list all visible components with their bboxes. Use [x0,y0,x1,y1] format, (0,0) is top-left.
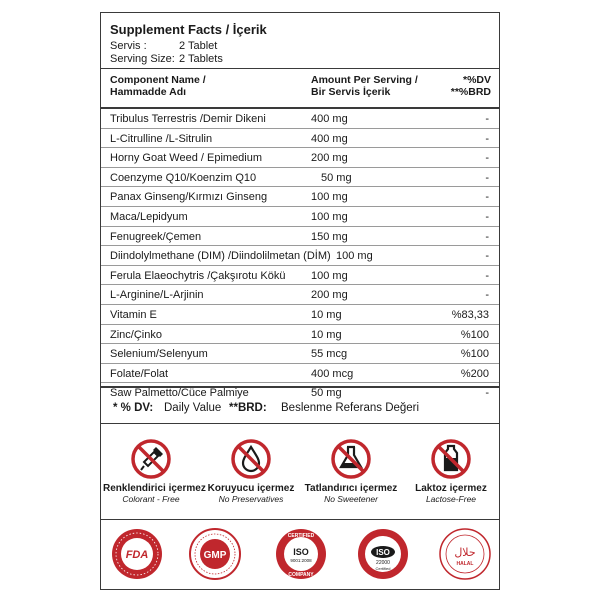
ingredient-name: Panax Ginseng/Kırmızı Ginseng [110,191,268,204]
serving-size-label: Serving Size: [110,53,175,65]
ingredient-name: Coenzyme Q10/Koenzim Q10 [110,171,257,184]
iso-bottom-label: COMPANY [288,572,314,578]
iso-9001-seal-icon [275,528,327,580]
ingredient-amount: 400 mcg [311,367,354,380]
column-headers [101,68,499,109]
free-from-tr: Tatlandırıcı içermez [304,483,398,494]
iso-bottom-label: Certified [375,566,391,571]
ingredient-dv: - [485,250,489,263]
brd-key: **BRD: [229,402,267,414]
ingredient-dv: - [485,210,489,223]
supplement-facts-panel [100,12,500,590]
preservative-free-badge [203,438,299,504]
table-row [101,285,499,305]
iso-top-label: CERTIFIED [287,533,315,539]
serving-size-value: 2 Tablets [179,53,223,65]
amount-header-line-2: Bir Servis İçerik [311,86,391,98]
ingredient-dv: - [485,132,489,145]
bottle-crossed-icon [430,438,472,480]
dv-key: * % DV: [113,402,154,414]
ingredient-dv: - [485,113,489,125]
serving-size-line [110,53,223,65]
ingredient-name: Horny Goat Weed / Epimedium [110,152,263,165]
free-from-tr: Renklendirici içermez [103,483,206,494]
halal-label: HALAL [456,561,474,567]
servis-label: Servis : [110,40,147,52]
panel-header [101,13,499,69]
ingredient-name: Saw Palmetto/Cüce Palmiye [110,387,249,400]
dv-text: Daily Value [164,402,222,414]
table-row [101,246,499,266]
ingredient-amount: 50 mg [311,387,342,400]
fda-label: FDA [125,549,149,561]
iso-label: ISO [293,547,309,557]
ingredient-dv: - [485,171,489,184]
table-row [101,227,499,247]
gmp-label: GMP [203,550,227,561]
component-header-line-2: Hammadde Adı [110,86,187,98]
ingredient-amount: 50 mg [321,171,352,184]
free-from-en: No Preservatives [218,494,284,504]
dv-header-line-1: *%DV [462,74,491,86]
ingredient-dv: - [485,152,489,165]
ingredient-name: Diindolylmethane (DIM) /Diindolilmetan (DİM) [110,250,331,263]
sweetener-free-badge [303,438,399,504]
ingredient-amount: 200 mg [311,152,348,165]
ingredient-dv: - [485,191,489,204]
ingredient-name: Ferula Elaeochytris /Çakşırotu Kökü [110,269,286,282]
table-row [101,129,499,149]
ingredient-dv: %200 [460,367,489,380]
table-row [101,266,499,286]
colorant-free-badge [103,438,206,504]
ingredient-name: Maca/Lepidyum [110,210,188,223]
servis-line [110,40,218,52]
ingredient-dv: %83,33 [451,308,489,321]
ingredient-amount: 100 mg [311,269,348,282]
table-row [101,207,499,227]
ingredient-amount: 400 mg [311,132,348,145]
ingredient-name: L-Citrulline /L-Sitrulin [110,132,213,145]
amount-header [311,74,418,98]
table-row [101,187,499,207]
ingredient-name: Vitamin E [110,308,157,321]
dv-header-line-2: **%BRD [450,86,491,98]
table-row [101,325,499,345]
table-row [101,148,499,168]
legend [101,386,499,424]
iso-sub-label: 22000 [376,560,390,566]
fda-seal-icon [111,528,163,580]
ingredient-amount: 100 mg [336,250,373,263]
brd-text: Beslenme Referans Değeri [281,402,420,414]
panel-title: Supplement Facts / İçerik [110,22,267,37]
table-row [101,344,499,364]
ingredient-amount: 10 mg [311,308,342,321]
ingredient-name: Zinc/Çinko [110,328,162,341]
table-row [101,364,499,384]
free-from-tr: Koruyucu içermez [207,483,295,494]
ingredient-dv: - [485,289,489,302]
ingredient-dv: - [485,230,489,243]
ingredient-name: Tribulus Terrestris /Demir Dikeni [110,113,266,125]
ingredient-name: Fenugreek/Çemen [110,230,202,243]
drop-crossed-icon [230,438,272,480]
ingredient-dv: %100 [460,348,489,361]
ingredient-name: L-Arginine/L-Arjinin [110,289,204,302]
amount-header-line-1: Amount Per Serving / [311,74,418,86]
ingredient-amount: 200 mg [311,289,348,302]
component-header [110,74,206,98]
flask-crossed-icon [330,438,372,480]
ingredient-amount: 400 mg [311,113,348,125]
iso-sub-label: 9001:2008 [290,558,312,563]
dv-header [451,74,491,98]
table-row [101,109,499,129]
iso-label: ISO [376,548,390,557]
halal-seal-icon [439,528,491,580]
certification-seals [101,519,499,591]
table-row [101,305,499,325]
ingredient-name: Folate/Folat [110,367,169,380]
table-row [101,168,499,188]
halal-arabic-label: حلال [454,546,476,559]
free-from-en: Colorant - Free [122,494,180,504]
free-from-icons [101,424,499,520]
lactose-free-badge [403,438,499,504]
ingredient-amount: 10 mg [311,328,342,341]
ingredient-name: Selenium/Selenyum [110,348,208,361]
ingredient-amount: 150 mg [311,230,348,243]
servis-value: 2 Tablet [179,40,218,52]
gmp-seal-icon [189,528,241,580]
ingredient-amount: 100 mg [311,191,348,204]
ingredient-amount: 100 mg [311,210,348,223]
ingredient-table [101,109,499,403]
ingredient-dv: %100 [460,328,489,341]
free-from-en: Lactose-Free [425,494,477,504]
dropper-crossed-icon [130,438,172,480]
iso-22000-seal-icon [357,528,409,580]
component-header-line-1: Component Name / [110,74,206,86]
free-from-en: No Sweetener [324,494,378,504]
ingredient-amount: 55 mcg [311,348,348,361]
ingredient-dv: - [485,269,489,282]
free-from-tr: Laktoz içermez [415,483,487,494]
ingredient-dv: - [485,387,489,400]
